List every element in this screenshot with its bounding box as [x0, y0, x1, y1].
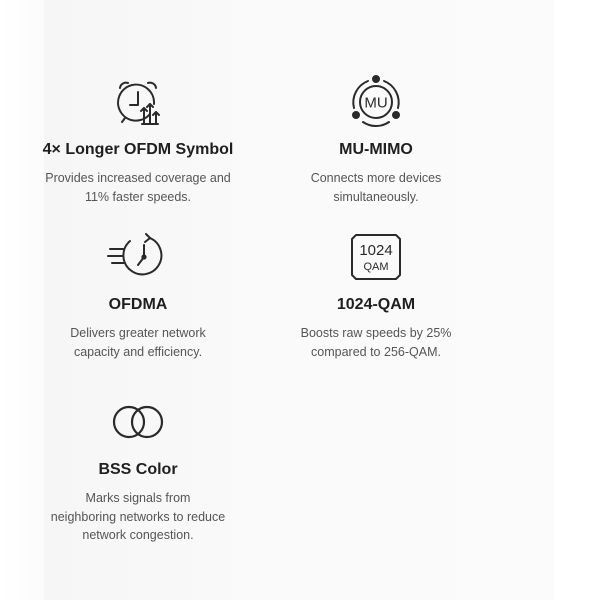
- mu-mimo-icon: [344, 70, 408, 134]
- description-line: network congestion.: [82, 528, 194, 542]
- mu-icon-label: MU: [364, 94, 388, 112]
- qam-icon-number: 1024: [359, 242, 393, 259]
- qam-badge-icon: [344, 225, 408, 289]
- overlapping-circles-icon: [106, 390, 170, 454]
- feature-bss-color: [18, 390, 258, 545]
- feature-title: 4× Longer OFDM Symbol: [42, 141, 234, 158]
- feature-ofdma: [18, 225, 258, 361]
- description-line: 11% faster speeds.: [84, 189, 192, 204]
- alarm-clock-arrows-icon: [106, 70, 170, 134]
- description-line: Connects more devices: [310, 171, 442, 185]
- feature-title: 1024-QAM: [336, 296, 416, 313]
- description-line: Delivers greater network: [70, 326, 206, 340]
- feature-1024-qam: [256, 225, 496, 361]
- qam-icon-label: QAM: [363, 261, 389, 273]
- feature-title: MU-MIMO: [339, 141, 413, 158]
- feature-description: [18, 169, 258, 206]
- description-line: compared to 256-QAM.: [311, 344, 441, 359]
- feature-ofdm-symbol: [18, 70, 258, 206]
- description-line: neighboring networks to reduce: [50, 509, 226, 524]
- feature-title: BSS Color: [98, 461, 178, 478]
- feature-title: OFDMA: [108, 296, 168, 313]
- feature-mu-mimo: [256, 70, 496, 206]
- description-line: Marks signals from: [85, 491, 191, 505]
- background-right: [554, 0, 600, 600]
- feature-description: [18, 489, 258, 545]
- speed-clock-icon: [106, 225, 170, 289]
- feature-description: [256, 324, 496, 361]
- description-line: simultaneously.: [333, 189, 419, 204]
- feature-description: [18, 324, 258, 361]
- feature-description: [256, 169, 496, 206]
- description-line: Provides increased coverage and: [45, 171, 231, 185]
- description-line: capacity and efficiency.: [73, 344, 203, 359]
- description-line: Boosts raw speeds by 25%: [300, 326, 452, 340]
